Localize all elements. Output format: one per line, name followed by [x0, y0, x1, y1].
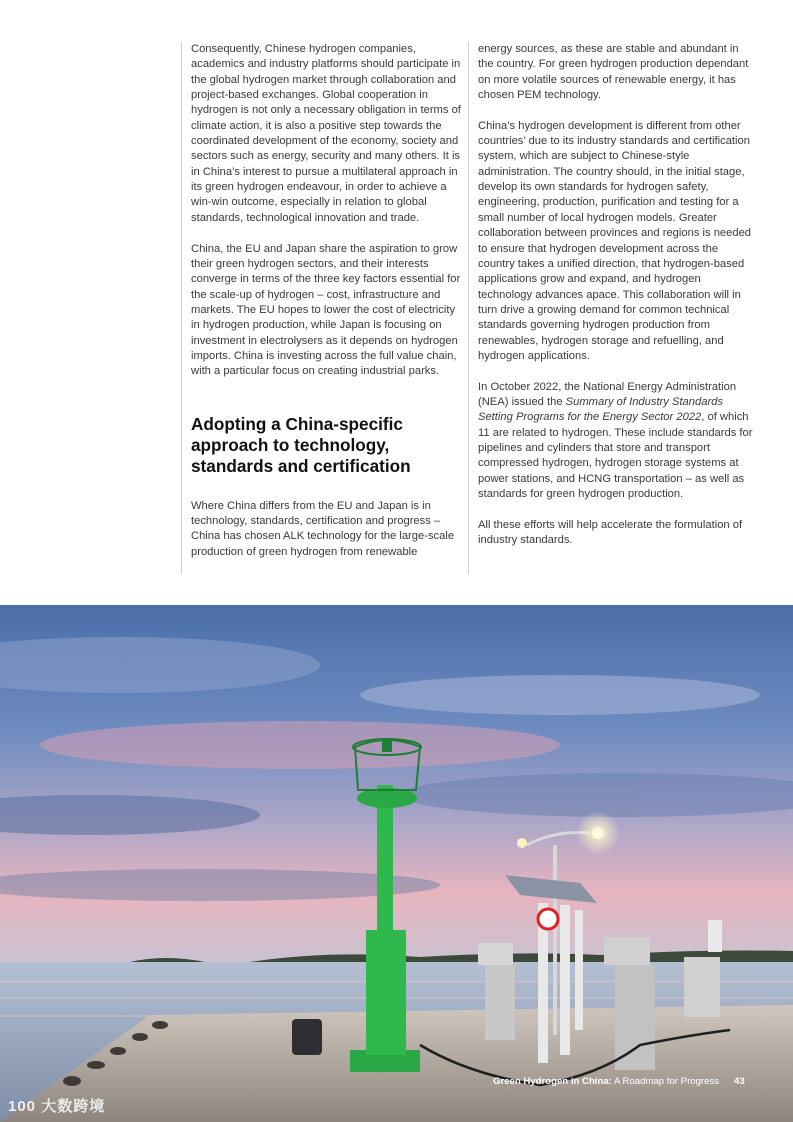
utility-box-3: [604, 937, 650, 965]
left-paragraph-3: Where China differs from the EU and Japan is in technology, standards, certification and progress – China has chosen ALK technology for the large-scale production of green hydrogen from renewable: [191, 499, 455, 558]
p3-text-after: , of which 11 are related to hydrogen. These include standards for pipelines and cylinders that store and transport compressed hydrogen, hydrogen storage systems at power stations, and HCNG transportation – as well as standards for green hydrogen production.: [478, 411, 753, 501]
right-paragraph-1: energy sources, as these are stable and abundant in the country. For green hydrogen production dependant on more volatile sources of renewable energy, it has chosen PEM technology.: [478, 43, 749, 102]
left-paragraph-1: Consequently, Chinese hydrogen companies, academics and industry platforms should participate in the global hydrogen market through collaboration and project-based exchanges. Global cooperation in hydrogen is not only a necessary obligation in terms of climate action, it is also a positive step towards the coordinated development of the economy, society and sectors such as energy, security and many others. It is in China’s interest to pursue a multilateral approach in its green hydrogen endeavour, in order to achieve a win-win outcome, especially in relation to global standards, technological innovation and trade.: [191, 43, 461, 224]
left-paragraph-2: China, the EU and Japan share the aspiration to grow their green hydrogen sectors, and their interests converge in terms of the three key factors essential for the scale-up of hydrogen – cost, infrastructure and markets. The EU hopes to lower the cost of electricity in hydrogen production, while Japan is focusing on investment in electrolysers as it depends on hydrogen imports. China is investing across the full value chain, with a particular focus on creating industrial parks.: [191, 242, 461, 378]
utility-box-1: [478, 943, 513, 965]
page-number: 43: [734, 1076, 745, 1087]
bollard: [292, 1019, 322, 1055]
page-footer: [493, 1076, 719, 1087]
footer-title-bold: Green Hydrogen in China:: [493, 1076, 612, 1087]
section-heading: Adopting a China-specific approach to technology, standards and certification: [191, 413, 411, 476]
left-text-column: [181, 42, 463, 574]
harbour-photo: [0, 605, 793, 1122]
right-paragraph-3: [478, 380, 753, 503]
right-paragraph-2: China’s hydrogen development is different from other countries’ due to its industry standards and certification system, which are subject to Chinese-style administration. The country should, in the initial stage, develop its own standards for hydrogen safety, engineering, production, purification and testing for a small number of local hydrogen models. Greater collaboration between provinces and regions is needed to ensure that hydrogen development across the country takes a unified direction, that hydrogen-based applications grow and expand, and hydrogen technology advances apace. This collaboration will in turn drive a growing demand for common technical standards governing hydrogen production from renewables, hydrogen storage and refuelling, and hydrogen applications.: [478, 119, 752, 362]
sign-post: [708, 920, 722, 952]
footer-title-rest: A Roadmap for Progress: [611, 1076, 720, 1087]
utility-box-4: [615, 965, 655, 1070]
right-text-column: [468, 42, 753, 574]
right-paragraph-4: All these efforts will help accelerate the formulation of industry standards.: [478, 518, 743, 547]
p3-text-before: In October 2022, the National Energy Administration (NEA) issued the: [478, 380, 737, 408]
watermark-logo: 100 大数跨境: [8, 1098, 106, 1115]
nea-summary-title: Summary of Industry Standards Setting Programs for the Energy Sector 2022: [478, 396, 723, 424]
utility-box-5: [684, 957, 720, 1017]
utility-box-2: [485, 965, 515, 1040]
